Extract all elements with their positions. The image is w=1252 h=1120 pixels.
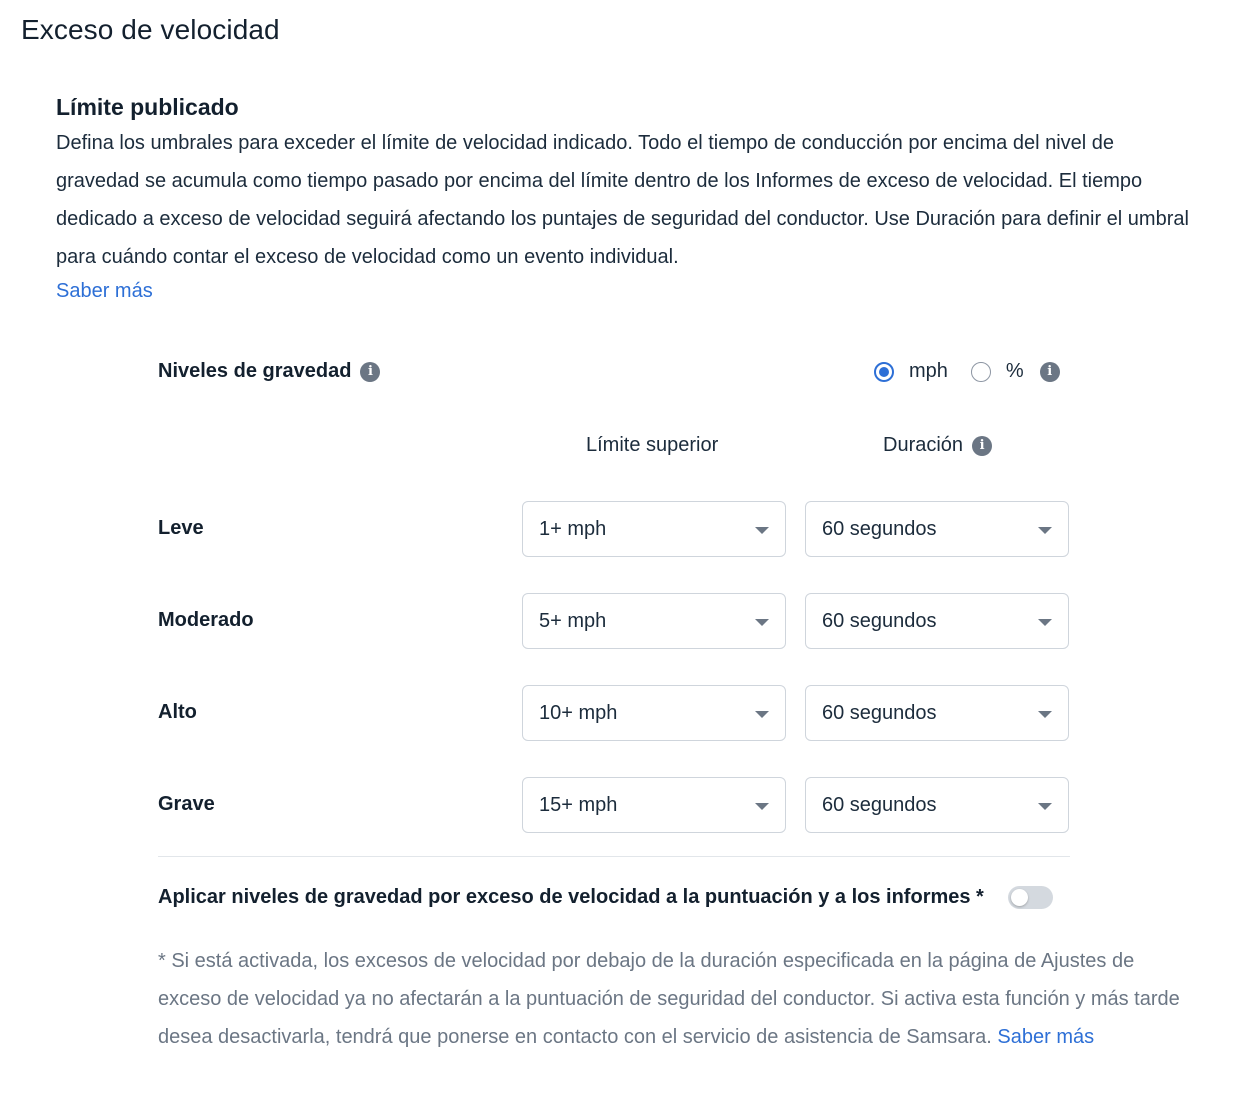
chevron-down-icon (755, 527, 769, 534)
limit-select-leve[interactable] (522, 501, 786, 557)
chevron-down-icon (1038, 527, 1052, 534)
limit-select-value: 15+ mph (539, 793, 618, 816)
limit-select-moderado[interactable] (522, 593, 786, 649)
section-title: Límite publicado (56, 94, 239, 120)
posted-limit-section (56, 92, 1196, 306)
severity-row-label: Moderado (158, 609, 254, 631)
chevron-down-icon (755, 803, 769, 810)
apply-severity-label: Aplicar niveles de gravedad por exceso de velocidad a la puntuación y a los informes * (158, 886, 984, 908)
severity-row-grave (158, 777, 1070, 833)
apply-severity-toggle[interactable] (1008, 886, 1053, 909)
column-header-duration (883, 434, 992, 457)
info-icon[interactable]: i (360, 362, 380, 382)
severity-row-label: Alto (158, 701, 197, 723)
duration-select-value: 60 segundos (822, 701, 937, 724)
chevron-down-icon (1038, 711, 1052, 718)
apply-footnote (158, 942, 1188, 1056)
limit-select-grave[interactable] (522, 777, 786, 833)
unit-radio-mph[interactable] (874, 362, 894, 382)
info-icon[interactable]: i (1040, 362, 1060, 382)
toggle-knob (1011, 889, 1028, 906)
section-description: Defina los umbrales para exceder el límite de velocidad indicado. Todo el tiempo de conducción por encima del nivel de gravedad se acumula como tiempo pasado por encima del límite dentro de los Informes de exceso de velocidad. El tiempo dedicado a exceso de velocidad seguirá afectando los puntajes de seguridad del conductor. Use Duración para definir el umbral para cuándo contar el exceso de velocidad como un evento individual. (56, 132, 1189, 268)
unit-radio-percent[interactable] (971, 362, 991, 382)
column-header-limit: Límite superior (586, 434, 719, 456)
severity-row-moderado (158, 593, 1070, 649)
limit-select-value: 10+ mph (539, 701, 618, 724)
divider (158, 856, 1070, 857)
severity-row-label: Grave (158, 793, 215, 815)
page-title: Exceso de velocidad (21, 14, 280, 45)
duration-select-value: 60 segundos (822, 793, 937, 816)
chevron-down-icon (1038, 803, 1052, 810)
severity-levels-title: Niveles de gravedad (158, 360, 352, 382)
duration-select-value: 60 segundos (822, 517, 937, 540)
limit-select-value: 1+ mph (539, 517, 607, 540)
severity-levels-header (158, 360, 380, 383)
apply-severity-row (158, 886, 1053, 909)
apply-footnote-text: * Si está activada, los excesos de velocidad por debajo de la duración especificada en la página de Ajustes de exceso de velocidad ya no afectarán a la puntuación de seguridad del conductor. Si activa esta función y más tarde desea desactivarla, tendrá que ponerse en contacto con el servicio de asistencia de Samsara. (158, 950, 1180, 1048)
duration-select-leve[interactable] (805, 501, 1069, 557)
severity-row-alto (158, 685, 1070, 741)
limit-select-alto[interactable] (522, 685, 786, 741)
chevron-down-icon (755, 711, 769, 718)
chevron-down-icon (1038, 619, 1052, 626)
duration-select-value: 60 segundos (822, 609, 937, 632)
learn-more-link[interactable]: Saber más (56, 280, 153, 302)
duration-select-alto[interactable] (805, 685, 1069, 741)
info-icon[interactable]: i (972, 436, 992, 456)
limit-select-value: 5+ mph (539, 609, 607, 632)
footnote-learn-more-link[interactable]: Saber más (997, 1026, 1095, 1048)
unit-radio-mph-label[interactable]: mph (909, 360, 948, 382)
chevron-down-icon (755, 619, 769, 626)
severity-row-label: Leve (158, 517, 204, 539)
duration-select-moderado[interactable] (805, 593, 1069, 649)
column-header-duration-label: Duración (883, 434, 964, 456)
duration-select-grave[interactable] (805, 777, 1069, 833)
unit-radio-percent-label[interactable]: % (1005, 360, 1024, 382)
unit-radio-group (874, 360, 1060, 383)
severity-row-leve (158, 501, 1070, 557)
